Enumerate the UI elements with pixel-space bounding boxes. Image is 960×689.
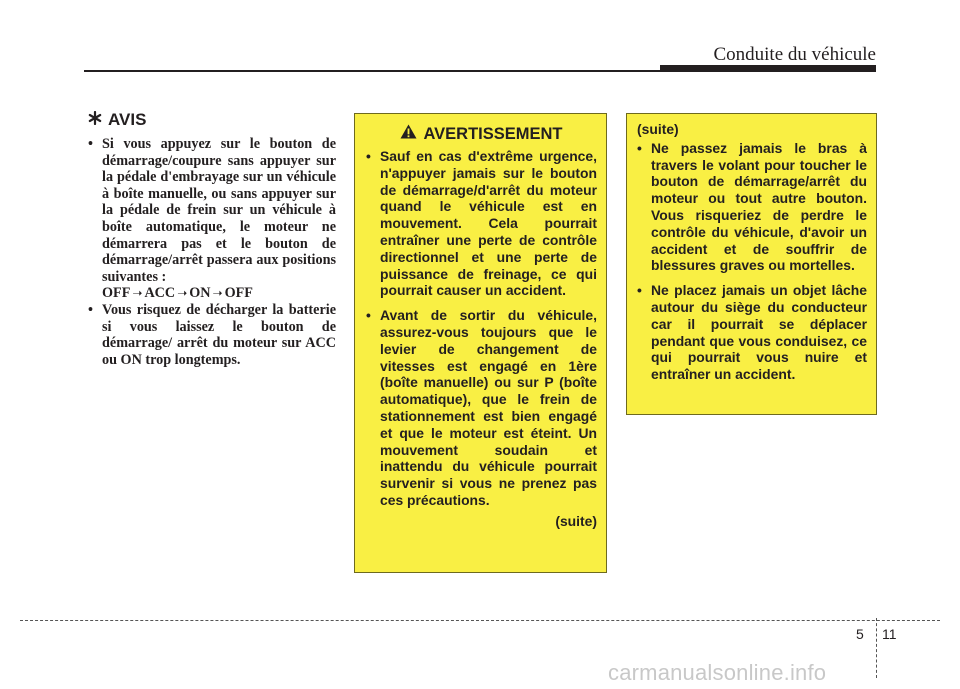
watermark: carmanualsonline.info [608,660,827,685]
position-on: ON [189,285,211,302]
header-rule-thick [660,65,876,72]
continued-label: (suite) [637,121,679,137]
asterisk-icon [88,110,102,130]
warning-box-continued [626,113,877,415]
position-off-final: OFF [224,285,253,302]
position-sequence [102,285,336,302]
warning-list [366,148,597,509]
continued-label: (suite) [555,512,597,529]
avis-heading-label: AVIS [108,110,147,129]
warning-item: • Ne placez jamais un objet lâche autour du siège du conducteur car il pourrait se déplacer pendant que vous conduisez, ce qui pourrait vous nuire et entraîner un accident. [637,282,867,383]
warning-box [354,113,607,573]
arrow-right-icon: ➝ [212,286,223,301]
avis-heading [88,110,336,130]
page-header-title: Conduite du véhicule [713,44,876,65]
avis-item-text: Si vous appuyez sur le bouton de démarrage/coupure sans appuyer sur la pédale d'embrayage sur un véhicule à boîte manuelle, ou sans appuyer sur la pédale de frein sur un véhicule à boîte automatique, le moteur ne démarrera pas et le bouton de démarrage/arrêt passera aux positions suivantes : [102,136,336,285]
arrow-right-icon: ➝ [132,286,143,301]
avis-list [88,136,336,368]
warning-triangle-icon [400,124,417,144]
position-off: OFF [102,285,131,302]
warning-item: • Sauf en cas d'extrême urgence, n'appuyer jamais sur le bouton de démarrage/d'arrêt du moteur quand le véhicule est en mouvement. Cela pourrait entraîner une perte de contrôle directionnel et une perte de puissance de freinage, ce qui pourrait causer un accident. [366,148,597,299]
warning-item: • Avant de sortir du véhicule, assurez-vous toujours que le levier de changement de vitesses est engagé en 1ère (boîte manuelle) ou sur P (boîte automatique), que le frein de stationnement est bien engagé et que le moteur est éteint. Un mouvement soudain et inattendu du véhicule pourrait survenir si vous ne prenez pas ces précautions. [366,307,597,509]
warning-item: • Ne passez jamais le bras à travers le volant pour toucher le bouton de démarrage/arrêt du moteur ou tout autre bouton. Vous risqueriez de perdre le contrôle du véhicule, d'avoir un accident et de souffrir de blessures graves ou mortelles. [637,140,867,274]
position-acc: ACC [144,285,176,302]
warning-title-label: AVERTISSEMENT [423,124,563,143]
avis-section [88,110,336,368]
warning-title [366,124,597,144]
header-rule [84,70,664,72]
footer-rule [20,620,940,621]
arrow-right-icon: ➝ [177,286,188,301]
avis-item: • Vous risquez de décharger la batterie si vous laissez le bouton de démarrage/ arrêt du moteur sur ACC ou ON trop longtemps. [88,302,336,368]
page-number: 11 [882,626,897,642]
footer-divider [876,618,877,678]
warning-list [637,140,867,383]
section-number: 5 [856,626,864,642]
avis-item [88,136,336,302]
